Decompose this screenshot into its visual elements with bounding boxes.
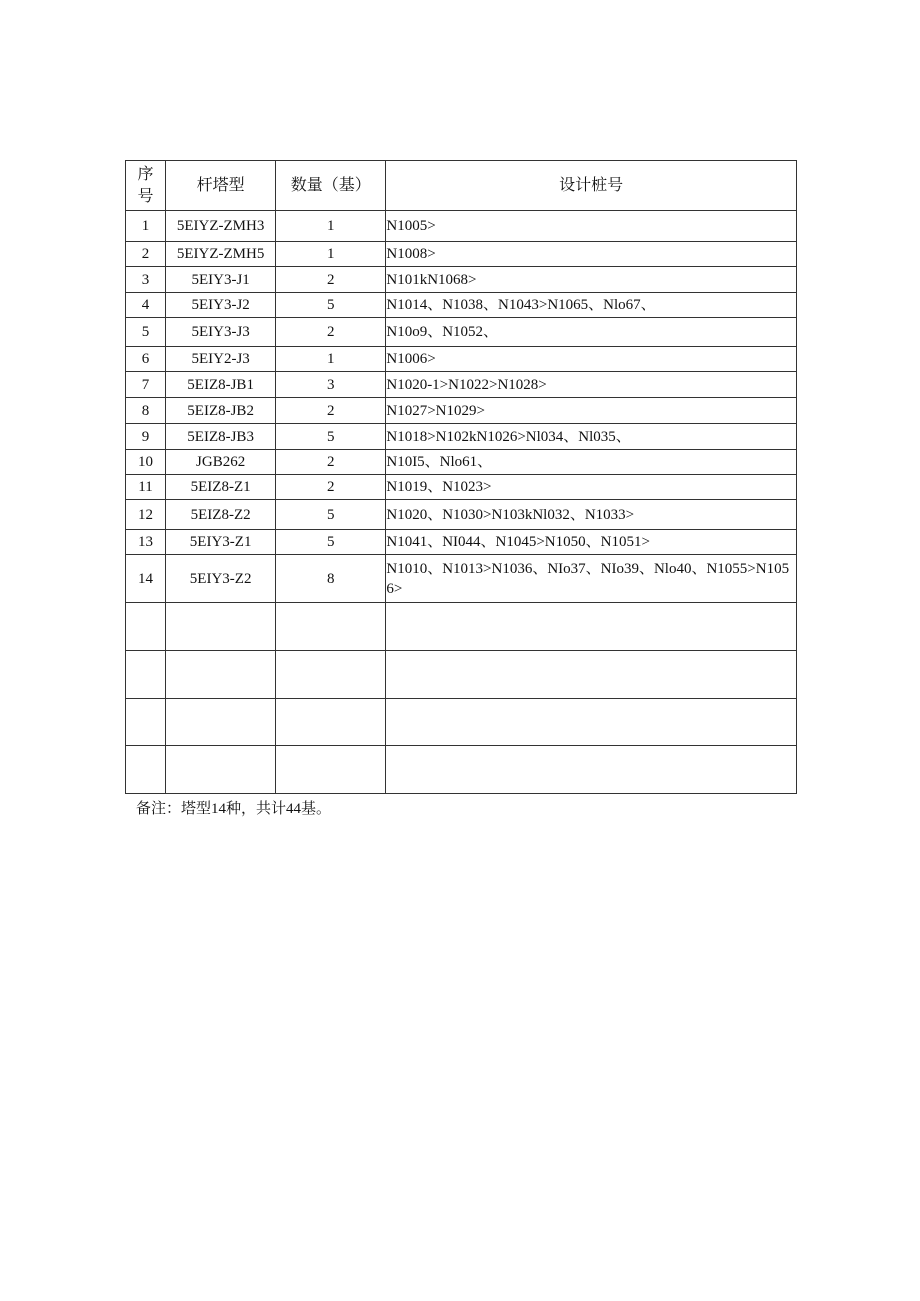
row-index: 14 bbox=[126, 555, 166, 603]
row-index: 3 bbox=[126, 267, 166, 293]
row-tower-type: 5EIY3-J2 bbox=[166, 293, 276, 318]
row-quantity: 1 bbox=[276, 211, 386, 242]
row-quantity: 5 bbox=[276, 424, 386, 450]
row-tower-type: 5EIZ8-JB1 bbox=[166, 372, 276, 398]
row-tower-type: 5EIZ8-JB3 bbox=[166, 424, 276, 450]
row-index: 5 bbox=[126, 318, 166, 347]
table-header-row bbox=[126, 161, 797, 211]
row-pile-numbers: N1027>N1029> bbox=[386, 398, 797, 424]
row-tower-type: 5EIY3-Z1 bbox=[166, 530, 276, 555]
row-quantity: 1 bbox=[276, 242, 386, 267]
row-quantity: 1 bbox=[276, 347, 386, 372]
row-pile-numbers: N1005> bbox=[386, 211, 797, 242]
empty-table-row bbox=[126, 651, 797, 699]
header-index bbox=[126, 161, 166, 211]
row-pile-numbers: N101kN1068> bbox=[386, 267, 797, 293]
row-quantity: 3 bbox=[276, 372, 386, 398]
row-quantity: 5 bbox=[276, 530, 386, 555]
table-row bbox=[126, 347, 797, 372]
row-tower-type: 5EIYZ-ZMH3 bbox=[166, 211, 276, 242]
row-index: 8 bbox=[126, 398, 166, 424]
header-quantity: 数量（基） bbox=[276, 161, 386, 211]
empty-cell bbox=[126, 651, 166, 699]
table-row bbox=[126, 530, 797, 555]
row-tower-type: 5EIY3-J1 bbox=[166, 267, 276, 293]
row-quantity: 8 bbox=[276, 555, 386, 603]
row-index: 10 bbox=[126, 450, 166, 475]
header-index-top: 序 bbox=[137, 165, 154, 183]
empty-cell bbox=[276, 746, 386, 794]
row-index: 11 bbox=[126, 475, 166, 500]
row-tower-type: 5EIZ8-JB2 bbox=[166, 398, 276, 424]
row-pile-numbers: N1014、N1038、N1043>N1065、Nlo67、 bbox=[386, 293, 797, 318]
table-note: 备注：塔型14种，共计44基。 bbox=[136, 801, 332, 817]
row-tower-type: 5EIZ8-Z2 bbox=[166, 500, 276, 530]
empty-cell bbox=[386, 746, 797, 794]
row-pile-numbers: N1008> bbox=[386, 242, 797, 267]
row-pile-numbers: N10I5、Nlo61、 bbox=[386, 450, 797, 475]
row-index: 9 bbox=[126, 424, 166, 450]
table-row bbox=[126, 555, 797, 603]
row-quantity: 2 bbox=[276, 318, 386, 347]
row-pile-numbers: N1041、NI044、N1045>N1050、N1051> bbox=[386, 530, 797, 555]
header-pile-numbers: 设计桩号 bbox=[386, 161, 797, 211]
row-index: 12 bbox=[126, 500, 166, 530]
tower-type-table bbox=[125, 160, 797, 794]
table-row bbox=[126, 372, 797, 398]
row-pile-numbers: N1019、N1023> bbox=[386, 475, 797, 500]
row-pile-numbers: N10o9、N1052、 bbox=[386, 318, 797, 347]
header-tower-type: 杆塔型 bbox=[166, 161, 276, 211]
row-tower-type: 5EIY3-J3 bbox=[166, 318, 276, 347]
empty-cell bbox=[126, 746, 166, 794]
row-tower-type: 5EIZ8-Z1 bbox=[166, 475, 276, 500]
empty-cell bbox=[166, 651, 276, 699]
row-index: 6 bbox=[126, 347, 166, 372]
row-quantity: 2 bbox=[276, 475, 386, 500]
empty-cell bbox=[276, 699, 386, 746]
row-index: 7 bbox=[126, 372, 166, 398]
table-row bbox=[126, 318, 797, 347]
row-pile-numbers: N1018>N102kN1026>Nl034、Nl035、 bbox=[386, 424, 797, 450]
table-row bbox=[126, 475, 797, 500]
row-index: 2 bbox=[126, 242, 166, 267]
table-row bbox=[126, 267, 797, 293]
row-quantity: 2 bbox=[276, 267, 386, 293]
table-row bbox=[126, 293, 797, 318]
table-row bbox=[126, 424, 797, 450]
row-tower-type: 5EIY2-J3 bbox=[166, 347, 276, 372]
empty-cell bbox=[126, 699, 166, 746]
row-quantity: 5 bbox=[276, 293, 386, 318]
row-quantity: 2 bbox=[276, 450, 386, 475]
empty-cell bbox=[166, 699, 276, 746]
empty-cell bbox=[166, 746, 276, 794]
table-row bbox=[126, 450, 797, 475]
empty-cell bbox=[126, 603, 166, 651]
table-row bbox=[126, 500, 797, 530]
row-tower-type: 5EIYZ-ZMH5 bbox=[166, 242, 276, 267]
row-quantity: 5 bbox=[276, 500, 386, 530]
row-tower-type: JGB262 bbox=[166, 450, 276, 475]
row-pile-numbers: N1006> bbox=[386, 347, 797, 372]
empty-cell bbox=[386, 603, 797, 651]
empty-cell bbox=[386, 651, 797, 699]
row-index: 4 bbox=[126, 293, 166, 318]
row-index: 1 bbox=[126, 211, 166, 242]
row-quantity: 2 bbox=[276, 398, 386, 424]
row-pile-numbers: N1020、N1030>N103kNl032、N1033> bbox=[386, 500, 797, 530]
empty-table-row bbox=[126, 603, 797, 651]
header-index-bottom: 号 bbox=[137, 187, 154, 205]
row-index: 13 bbox=[126, 530, 166, 555]
empty-cell bbox=[276, 603, 386, 651]
empty-cell bbox=[386, 699, 797, 746]
row-pile-numbers: N1010、N1013>N1036、NIo37、NIo39、Nlo40、N1055>N1056> bbox=[386, 555, 797, 603]
table-row bbox=[126, 211, 797, 242]
table-row bbox=[126, 242, 797, 267]
row-tower-type: 5EIY3-Z2 bbox=[166, 555, 276, 603]
empty-table-row bbox=[126, 699, 797, 746]
empty-table-row bbox=[126, 746, 797, 794]
empty-cell bbox=[166, 603, 276, 651]
row-pile-numbers: N1020-1>N1022>N1028> bbox=[386, 372, 797, 398]
empty-cell bbox=[276, 651, 386, 699]
table-row bbox=[126, 398, 797, 424]
